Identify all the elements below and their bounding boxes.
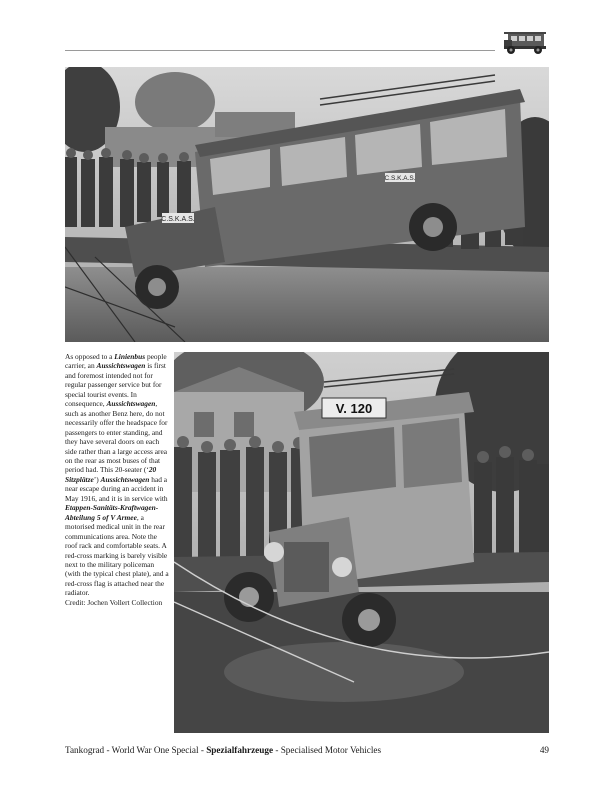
page-footer bbox=[65, 744, 549, 758]
caption-text: As opposed to a bbox=[65, 352, 115, 361]
vehicle-silhouette-icon bbox=[502, 28, 548, 56]
caption-text: , such as another Benz here, do not necessarily offer the headspace for passengers to enter standing, and they have several doors on each side rather than a large access area on the rear as most buses of that period had. This 20-seater (‘ bbox=[65, 399, 168, 475]
photo-caption bbox=[65, 352, 169, 607]
caption-text: is first and foremost intended not for regular passenger service but for special tourist events. In consequence, bbox=[65, 361, 166, 409]
front-marking: C.S.K.A.S. bbox=[161, 216, 195, 223]
roof-sign-marking: V. 120 bbox=[335, 401, 373, 416]
caption-term: Aussichtswagen bbox=[96, 361, 146, 371]
caption-text: people carrier, an bbox=[65, 352, 167, 371]
caption-term: 20 Sitzplätze bbox=[65, 465, 157, 484]
footer-german-title: Spezialfahrzeuge bbox=[206, 745, 274, 755]
footer-english-title: - Specialised Motor Vehicles bbox=[273, 745, 382, 755]
caption-term: Linienbus bbox=[114, 352, 146, 361]
caption-text: had a near escape during an accident in May 1916, and it is in service with bbox=[65, 474, 168, 503]
footer-publication: Tankograd - World War One Special - bbox=[65, 745, 207, 755]
caption-term: Aussichtswagen bbox=[106, 399, 156, 409]
caption-text: , a motorised medical unit in the rear communications area. Note the roof rack and comfortable seats. A red-cross marking is barely visible next to the military policeman (with the typical chest plate), and a red-cross flag is attached near the radiator. bbox=[65, 512, 169, 598]
photo-credit: Credit: Jochen Vollert Collection bbox=[65, 597, 163, 607]
caption-text: ’) bbox=[93, 474, 101, 484]
header-rule bbox=[65, 50, 495, 51]
photo-bus-on-bridge bbox=[65, 67, 549, 342]
photo-bus-accident bbox=[174, 352, 549, 733]
rear-marking: C.S.K.A.S. bbox=[384, 175, 416, 182]
caption-term: Etappen-Sanitäts-Kraftwagen-Abteilung 5 of V Armee bbox=[65, 503, 159, 522]
page-number: 49 bbox=[539, 745, 549, 755]
caption-term: Aussichtswagen bbox=[100, 474, 150, 484]
